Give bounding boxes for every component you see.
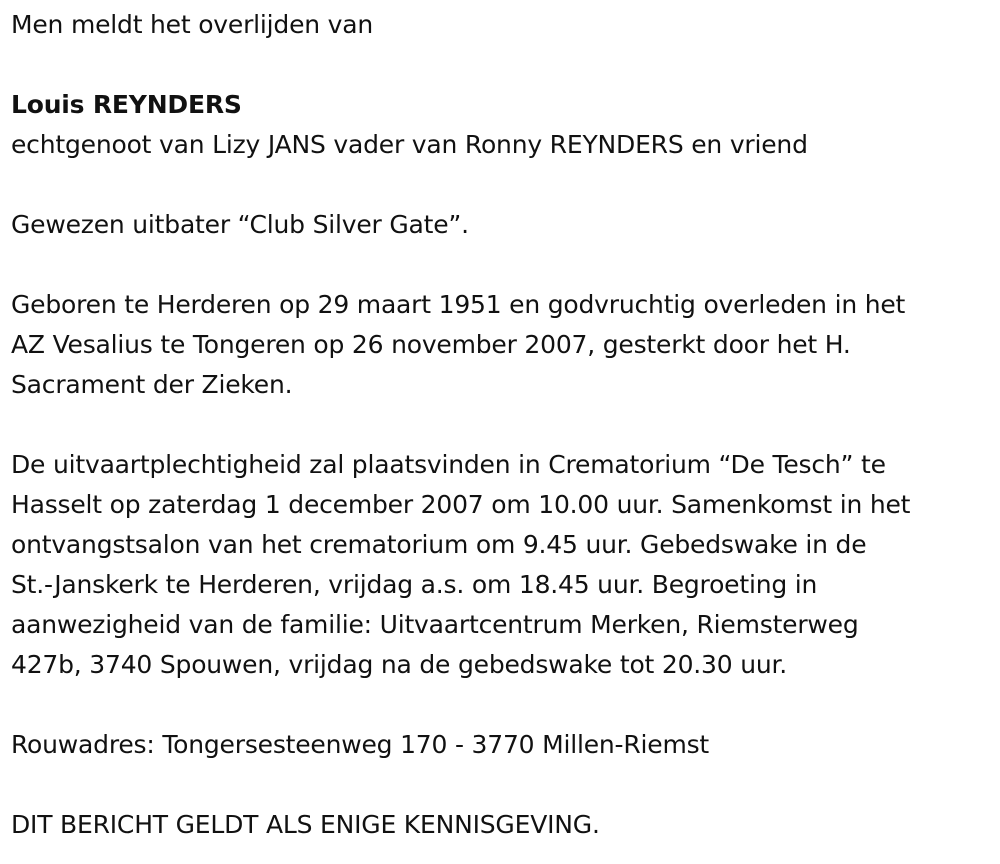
spacer: [11, 685, 991, 725]
birth-death-line: Sacrament der Zieken.: [11, 370, 293, 399]
mourning-address: Rouwadres: Tongersesteenweg 170 - 3770 Millen-Riemst: [11, 730, 710, 759]
death-notice: [11, 5, 991, 845]
deceased-name: Louis REYNDERS: [11, 90, 242, 119]
spacer: [11, 765, 991, 805]
occupation-text: Gewezen uitbater “Club Silver Gate”.: [11, 210, 469, 239]
ceremony-paragraph: [11, 445, 991, 685]
ceremony-line: ontvangstsalon van het crematorium om 9.45 uur. Gebedswake in de: [11, 530, 867, 559]
intro-text: Men meldt het overlijden van: [11, 10, 374, 39]
ceremony-line: 427b, 3740 Spouwen, vrijdag na de gebedswake tot 20.30 uur.: [11, 650, 788, 679]
ceremony-line: Hasselt op zaterdag 1 december 2007 om 10.00 uur. Samenkomst in het: [11, 490, 911, 519]
ceremony-line: St.-Janskerk te Herderen, vrijdag a.s. om 18.45 uur. Begroeting in: [11, 570, 818, 599]
spacer: [11, 405, 991, 445]
ceremony-line: aanwezigheid van de familie: Uitvaartcentrum Merken, Riemsterweg: [11, 610, 859, 639]
spacer: [11, 245, 991, 285]
closing-statement: DIT BERICHT GELDT ALS ENIGE KENNISGEVING.: [11, 810, 600, 839]
relations-text: echtgenoot van Lizy JANS vader van Ronny REYNDERS en vriend: [11, 130, 808, 159]
spacer: [11, 45, 991, 85]
birth-death-line: AZ Vesalius te Tongeren op 26 november 2007, gesterkt door het H.: [11, 330, 851, 359]
ceremony-line: De uitvaartplechtigheid zal plaatsvinden in Crematorium “De Tesch” te: [11, 450, 886, 479]
spacer: [11, 165, 991, 205]
birth-death-paragraph: [11, 285, 991, 405]
birth-death-line: Geboren te Herderen op 29 maart 1951 en godvruchtig overleden in het: [11, 290, 906, 319]
